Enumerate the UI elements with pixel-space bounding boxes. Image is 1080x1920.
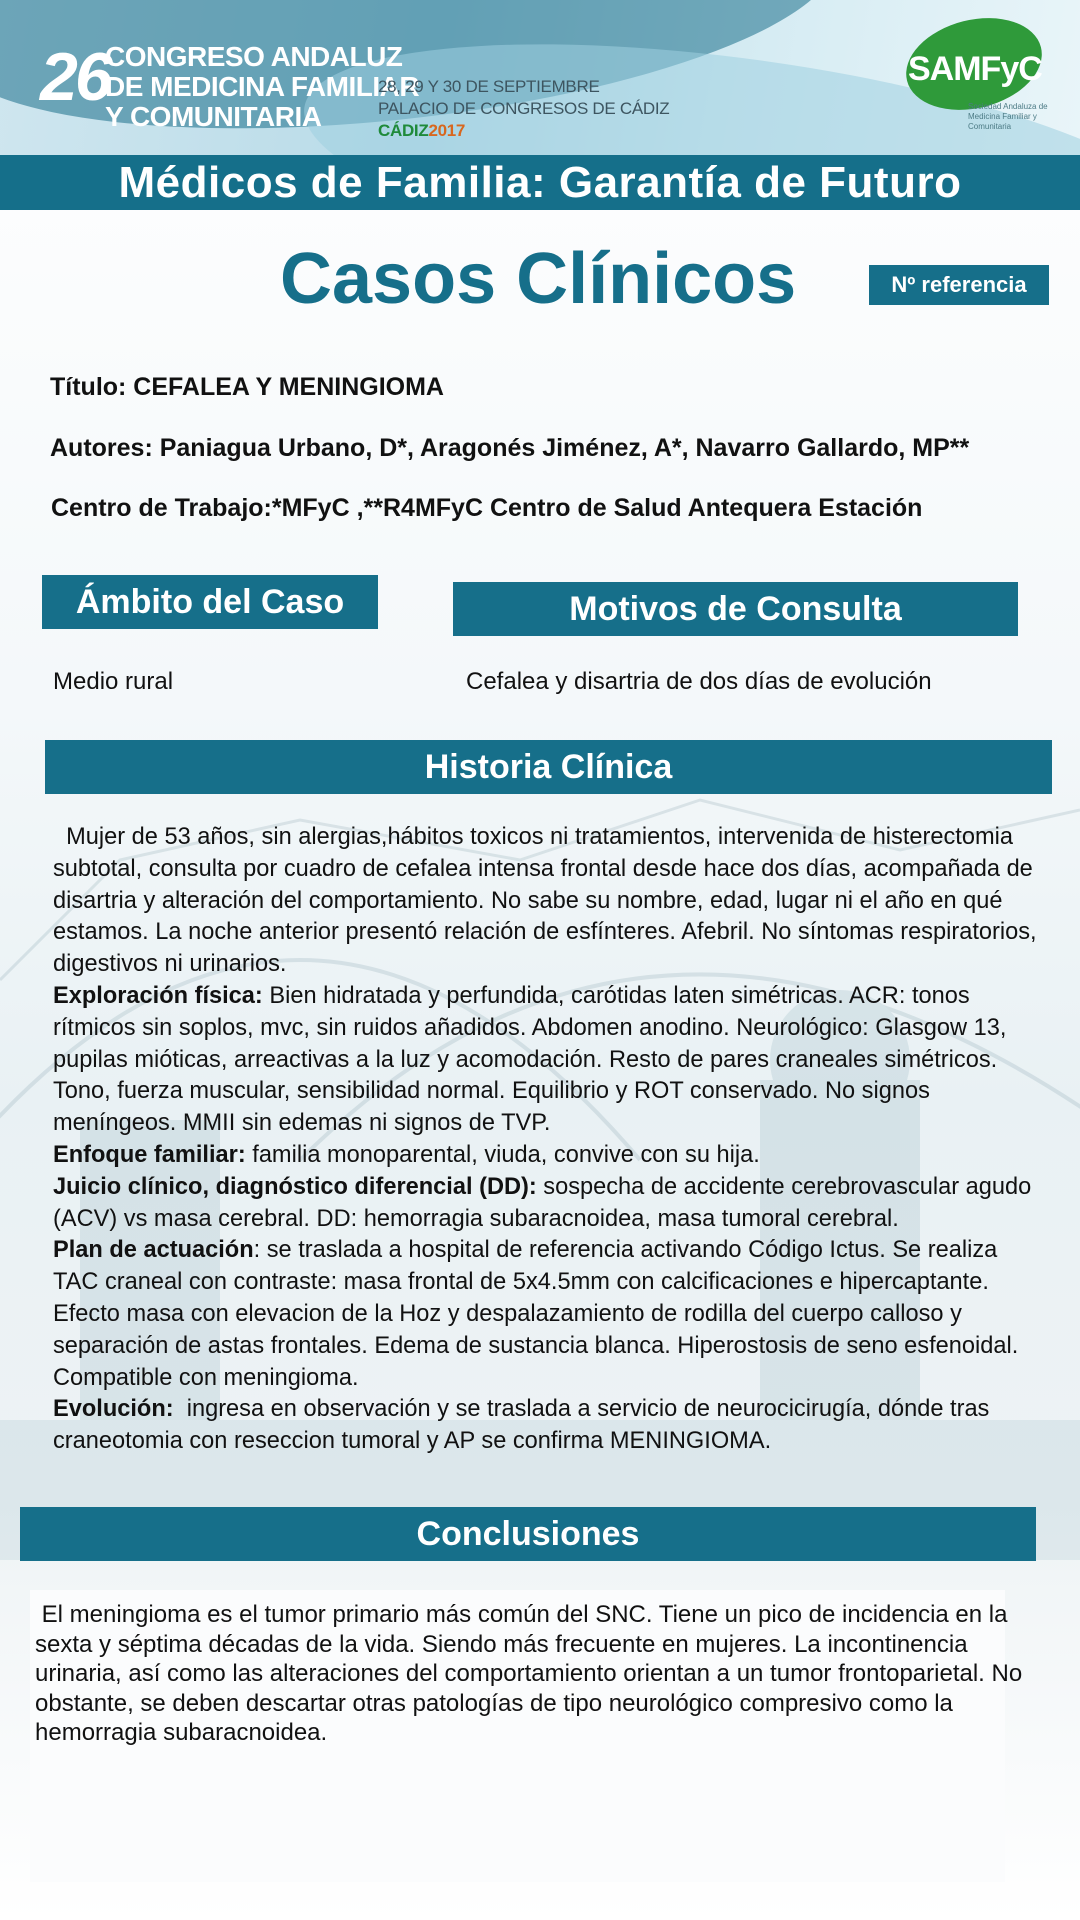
evolucion-label: Evolución:	[53, 1396, 174, 1423]
case-work-center: Centro de Trabajo:*MFyC ,**R4MFyC Centro de Salud Antequera Estación	[51, 494, 923, 522]
historia-body	[53, 822, 1043, 1507]
congress-city: CÁDIZ	[378, 121, 429, 140]
congress-name	[105, 42, 419, 132]
congress-city-year	[378, 120, 669, 142]
enfoque-text: familia monoparental, viuda, convive con su hija.	[245, 1141, 760, 1168]
exploracion-label: Exploración física:	[53, 982, 263, 1009]
congress-date-text: 28, 29 Y 30 DE SEPTIEMBRE	[378, 77, 600, 96]
juicio-text: sospecha de accidente cerebrovascular agudo (ACV) vs masa cerebral. DD: hemorragia subaracnoidea, masa tumoral cerebral.	[53, 1173, 1032, 1232]
congress-name-line: Y COMUNITARIA	[105, 101, 322, 132]
case-title: Título: CEFALEA Y MENINGIOMA	[50, 373, 444, 401]
exploracion-text: Bien hidratada y perfundida, carótidas laten simétricas. ACR: tonos rítmicos sin soplos, mvc, sin ruidos añadidos. Abdomen anodino. Neurológico: Glasgow 13, pupilas mióticas, arreactivas a la luz y acomodación. Resto de pares craneales simétricos. Tono, fuerza muscular, sensibilidad normal. Equilibrio y ROT conservado. No signos meníngeos. MMII sin edemas ni signos de TVP.	[53, 982, 1007, 1137]
reference-label: Nº referencia	[869, 265, 1049, 305]
historia-juicio	[53, 1172, 1043, 1236]
congress-year: 2017	[428, 121, 466, 140]
historia-evolucion	[53, 1394, 1043, 1458]
plan-label: Plan de actuación	[53, 1237, 254, 1264]
historia-heading: Historia Clínica	[45, 740, 1052, 794]
motto: Médicos de Familia: Garantía de Futuro	[118, 157, 962, 207]
congress-number: 26	[40, 39, 110, 115]
evolucion-text: ingresa en observación y se traslada a servicio de neurocicirugía, dónde tras craneotomia con reseccion tumoral y AP se confirma MENINGIOMA.	[53, 1396, 996, 1455]
conclusiones-heading: Conclusiones	[20, 1507, 1036, 1561]
ambito-value: Medio rural	[53, 668, 174, 695]
conclusiones-text: El meningioma es el tumor primario más común del SNC. Tiene un pico de incidencia en la sexta y séptima décadas de la vida. Siendo más frecuente en mujeres. La incontinencia urinaria, así como las alteraciones del comportamiento orientan a un tumor frontoparietal. No obstante, se deben descartar otras patologías de tipo neurológico compresivo como la hemorragia subaracnoidea.	[35, 1601, 1029, 1746]
congress-venue: PALACIO DE CONGRESOS DE CÁDIZ	[378, 99, 670, 118]
ambito-heading: Ámbito del Caso	[42, 575, 378, 629]
page-title: Casos Clínicos	[280, 239, 797, 319]
samfyc-logo-subtitle: Sociedad Andaluza de Medicina Familiar y Comunitaria	[968, 102, 1048, 131]
historia-plan	[53, 1235, 1043, 1394]
congress-header	[0, 0, 1080, 155]
enfoque-label: Enfoque familiar:	[53, 1141, 246, 1168]
congress-name-line: CONGRESO ANDALUZ	[105, 41, 403, 72]
motivos-heading: Motivos de Consulta	[453, 582, 1018, 636]
historia-enfoque	[53, 1140, 1043, 1172]
congress-dates	[378, 76, 669, 142]
historia-exploracion	[53, 981, 1043, 1140]
samfyc-logo-text: SAMFyC	[908, 50, 1042, 88]
juicio-label: Juicio clínico, diagnóstico diferencial (DD):	[53, 1173, 537, 1200]
historia-intro: Mujer de 53 años, sin alergias,hábitos toxicos ni tratamientos, intervenida de histerectomia subtotal, consulta por cuadro de cefalea intensa frontal desde hace dos días, acompañada de disartria y alteración del comportamiento. No sabe su nombre, edad, lugar ni el año en qué estamos. La noche anterior presentó relación de esfínteres. Afebril. No síntomas respiratorios, digestivos ni urinarios.	[53, 824, 1043, 978]
congress-name-line: DE MEDICINA FAMILIAR	[105, 71, 420, 102]
motto-bar	[0, 155, 1080, 210]
case-authors: Autores: Paniagua Urbano, D*, Aragonés Jiménez, A*, Navarro Gallardo, MP**	[50, 434, 970, 462]
motivos-value: Cefalea y disartria de dos días de evolución	[466, 668, 932, 695]
plan-text: : se traslada a hospital de referencia activando Código Ictus. Se realiza TAC craneal con contraste: masa frontal de 5x4.5mm con calcificaciones e hipercaptante. Efecto masa con elevacion de la Hoz y despalazamiento de rodilla del cuerpo calloso y separación de astas frontales. Edema de sustancia blanca. Hiperostosis de seno esfenoidal. Compatible con meningioma.	[53, 1237, 1019, 1391]
